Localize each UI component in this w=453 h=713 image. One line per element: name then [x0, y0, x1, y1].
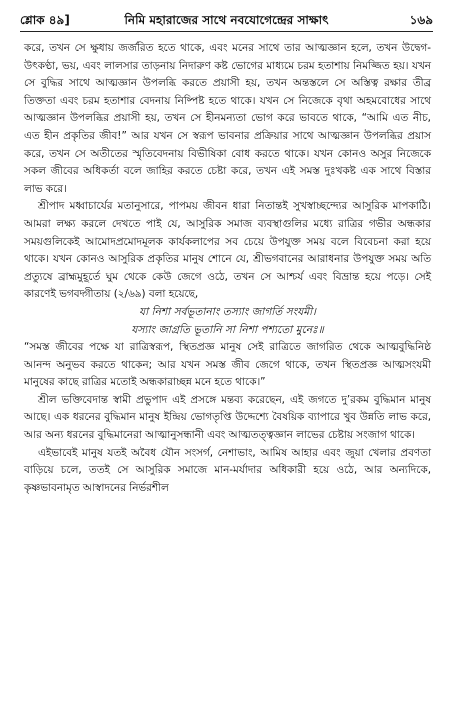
page-number: ১৬৯	[409, 13, 433, 27]
verse-translation: “সমস্ত জীবের পক্ষে যা রাত্রিস্বরূপ, স্থিতপ্রজ্ঞ মানুষ সেই রাত্রিতে জাগরিত থেকে আত্মবুদ্ধিনিষ্ঠ আনন্দ অনুভব করতে থাকেন; আর যখন সমস্ত জীব জেগে থাকে, তখন স্থিতপ্রজ্ঞ আত্মসংযমী মানুষের কাছে রাত্রির মতোই অন্ধকারাচ্ছন্ন মনে হতে থাকে।”	[24, 341, 431, 389]
verse-line-2: যস্যাং জাগ্রতি ভূতানি সা নিশা পশ্যতো মুনেঃ॥	[131, 323, 324, 336]
page-body	[24, 40, 431, 497]
paragraph-4: এইভাবেই মানুষ যতই অবৈধ যৌন সংসর্গ, নেশাভাং, আমিষ আহার এবং জুয়া খেলার প্রবণতা বাড়িয়ে চলে, ততই সে আসুরিক সমাজে মান-মর্যাদার অধিকারী হয়ে ওঠে, আর অন্যদিকে, কৃষ্ণভাবনামৃত আস্বাদনের নির্ভরশীল	[24, 446, 431, 494]
paragraph-2: শ্রীপাদ মধ্বাচার্যের মতানুসারে, পাপময় জীবন ধারা নিতান্তই সুখস্বাচ্ছন্দ্যের আসুরিক মাপকাঠি। আমরা লক্ষ্য করলে দেখতে পাই যে, আসুরিক সমাজ ব্যবস্থাগুলির মধ্যে রাত্রির গভীর অন্ধকার সময়গুলিকেই আমোদপ্রমোদমূলক কার্যকলাপের সব চেয়ে উপযুক্ত সময় বলে বিবেচনা করা হয়ে থাকে। যখন কোনও আসুরিক প্রকৃতির মানুষ শোনে যে, শ্রীভগবানের আরাধনার উপযুক্ত সময় অতি প্রত্যুষে ব্রাহ্মমুহূর্তে ঘুম থেকে কেউ জেগে ওঠে, তখন সে আশ্চর্য এবং বিভ্রান্ত হয়ে পড়ে। সেই কারণেই ভগবদ্গীতায় (২/৬৯) বলা হয়েছে,	[24, 200, 431, 301]
header-divider	[20, 31, 433, 32]
paragraph-3: শ্রীল ভক্তিবেদান্ত স্বামী প্রভুপাদ এই প্রসঙ্গে মন্তব্য করেছেন, এই জগতে দু’রকম বুদ্ধিমান মানুষ আছে। এক ধরনের বুদ্ধিমান মানুষ ইন্দ্রিয় ভোগতৃপ্তি উদ্দেশ্যে বৈষয়িক ব্যাপারে খুব উন্নতি লাভ করে, আর অন্য ধরনের বুদ্ধিমানেরা আত্মানুসন্ধানী এবং আত্মতত্ত্বজ্ঞান লাভের চেষ্টায় সংজাগ থাকে।	[24, 393, 431, 442]
verse-line-1: যা নিশা সর্বভূতানাং তস্যাং জাগর্তি সংযমী।	[139, 305, 316, 318]
page-header	[20, 12, 433, 30]
verse-reference: শ্লোক ৪৯]	[20, 13, 70, 27]
chapter-title: নিমি মহারাজের সাথে নবযোগেন্দ্রের সাক্ষাৎ	[124, 13, 329, 27]
paragraph-1: করে, তখন সে ক্ষুধায় জর্জরিত হতে থাকে, এবং মনের সাথে তার আত্মজ্ঞান হলে, তখন উদ্বেগ-উৎকণ্ঠা, ভয়, এবং লালসার তাড়নায় নিদারুণ কষ্ট ভোগের মাধ্যমে চরম হতাশায় নিমজ্জিত হয়। যখন সে বুদ্ধির সাথে আত্মজ্ঞান উপলব্ধি করতে প্রয়াসী হয়, তখন অন্তস্তলে সে অস্তিত্ব রক্ষার তীব্র তিক্ততা এবং চরম হতাশার বেদনায় নিষ্পিষ্ট হতে থাকে। যখন সে নিজেকে বৃথা অহমবোধের সাথে আত্মজ্ঞান উপলব্ধির প্রয়াসী হয়, তখন সে হীনমন্যতা ভোগ করে ভাবতে থাকে, “আমি এত নীচ, এত হীন প্রকৃতির জীব!” আর যখন সে স্বরূপ ভাবনার প্রক্রিয়ার সাথে আত্মজ্ঞান উপলব্ধির প্রয়াস করে, তখন সে অতীতের স্মৃতিবেদনায় বিভীষিকা বোধ করতে থাকে। যখন কোনও অসুর নিজেকে সকল জীবের অধিকর্তা বলে জাহির করতে চেষ্টা করে, তখন এই সমস্ত দুঃখকষ্ট এক সাথে বিস্তার লাভ করে।	[24, 42, 431, 195]
